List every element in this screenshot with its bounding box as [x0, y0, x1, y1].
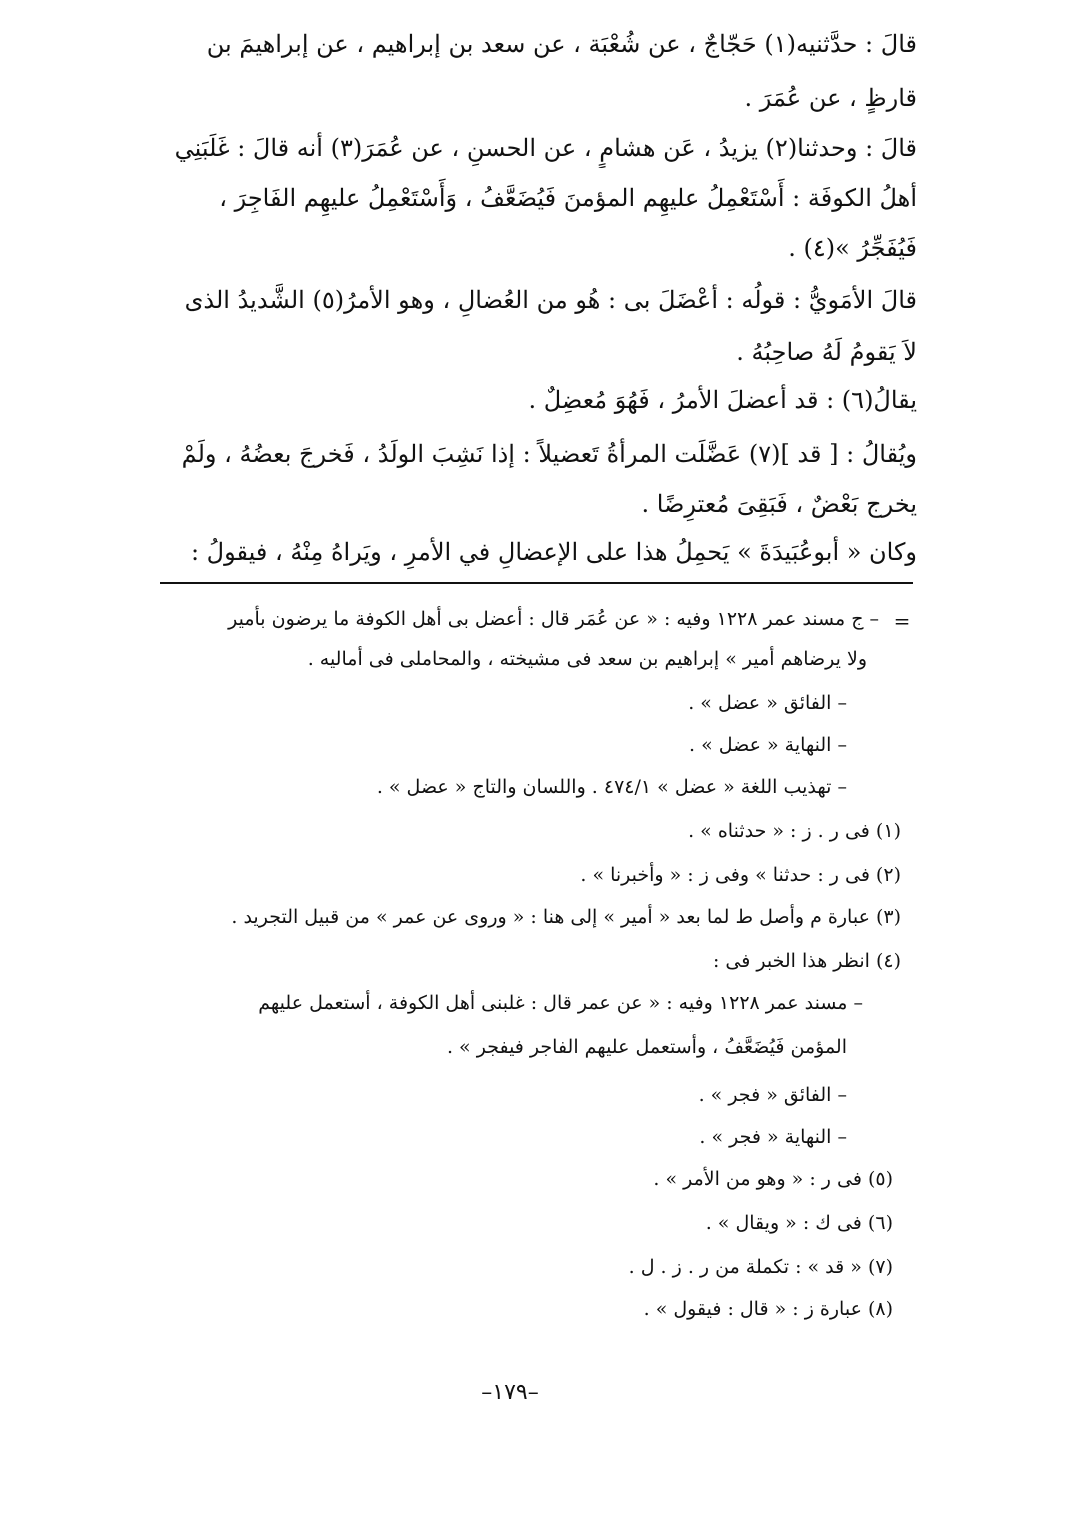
footnote-line: المؤمن فَيُضَعَّفُ ، وأستعمل عليهم الفاجر فيفجر » . — [446, 1036, 847, 1058]
page-number: –١٧٩– — [481, 1380, 539, 1405]
footnote-line: (٨) عبارة ز : « قال : فيقول » . — [643, 1298, 893, 1320]
main-text-line: وكان « أبوعُبَيدَةَ » يَحمِلُ هذا على الإعضالِ في الأمرِ ، ويَراهُ مِنْهُ ، فيقولُ : — [190, 538, 917, 566]
main-text-line: قالَ : حدَّثنيه(١) حَجّاجٌ ، عن شُعْبَة ، عن سعد بن إبراهيم ، عن إبراهيمَ بن — [206, 30, 917, 58]
footnote-line: (٧) « قد » : تكملة من ر . ز . ل . — [628, 1256, 893, 1278]
main-text-line: يقالُ(٦) : قد أعضلَ الأمرُ ، فَهُوَ مُعضِلٌ . — [528, 386, 917, 414]
main-text-line: قالَ الأمَويُّ : قولُه : أعْضَلَ بى : هُو من العُضالِ ، وهو الأمرُ(٥) الشَّديدُ الذى — [184, 286, 917, 314]
main-text-line: أهلُ الكوفَة : أَسْتَعْمِلُ عليهِم المؤمنَ فَيُضَعَّفُ ، وَأَسْتَعْمِلُ عليهِم الفَاجِرَ ، — [219, 184, 917, 212]
footnote-line: (٥) فى ر : « وهو من الأمر » . — [653, 1168, 893, 1190]
footnote-line: – تهذيب اللغة « عضل » ٤٧٤/١ . واللسان والتاج « عضل » . — [376, 776, 847, 798]
footnote-line: – النهاية « عضل » . — [688, 734, 847, 756]
main-text-line: ويُقالُ : [ قد ](٧) عَضَّلَت المرأةُ تَعضيلاً : إذا نَشِبَ الولَدُ ، فَخرجَ بعضُهُ ، ولَمْ — [181, 440, 917, 468]
footnote-line: (٣) عبارة م وأصل ط لما بعد « أمير » إلى هنا : « وروى عن عمر » من قبيل التجريد . — [231, 906, 901, 928]
footnote-line: – الفائق « فجر » . — [698, 1084, 847, 1106]
main-text-line: لاَ يَقومُ لَهُ صاحِبُهُ . — [736, 338, 917, 366]
footnote-line: (٦) فى ك : « ويقال » . — [705, 1212, 893, 1234]
footnote-line: – الفائق « عضل » . — [688, 692, 847, 714]
main-text-line: قارظٍ ، عن عُمَرَ . — [744, 84, 917, 112]
main-text-line: فَيُفَجِّرُ »(٤) . — [788, 234, 917, 262]
footnote-separator — [160, 582, 913, 584]
main-text-line: يخرج بَعْضٌ ، فَبَقِىَ مُعترِضًا . — [641, 490, 917, 518]
footnote-line: (٤) انظر هذا الخبر فى : — [712, 950, 901, 972]
footnote-continuation-marker: = — [893, 609, 911, 633]
footnote-line: ولا يرضاهم أمير » إبراهيم بن سعد فى مشيخته ، والمحاملى فى أماليه . — [307, 648, 867, 670]
footnote-line: (١) فى ر . ز : « حدثناه » . — [688, 820, 901, 842]
footnote-line: – ج مسند عمر ١٢٢٨ وفيه : « عن عُمَر قال : أعضل بى أهل الكوفة ما يرضون بأمير — [228, 608, 879, 630]
footnote-line: – مسند عمر ١٢٢٨ وفيه : « عن عمر قال : غلبنى أهل الكوفة ، أستعمل عليهم — [258, 992, 863, 1014]
footnote-line: (٢) فى ر : حدثنا » وفى ز : « وأخبرنا » . — [580, 864, 901, 886]
footnote-line: – النهاية « فجر » . — [699, 1126, 847, 1148]
main-text-line: قالَ : وحدثنا(٢) يزيدُ ، عَن هشامٍ ، عن الحسنِ ، عن عُمَرَ(٣) أنه قالَ : غَلَبَنِي — [174, 134, 917, 162]
